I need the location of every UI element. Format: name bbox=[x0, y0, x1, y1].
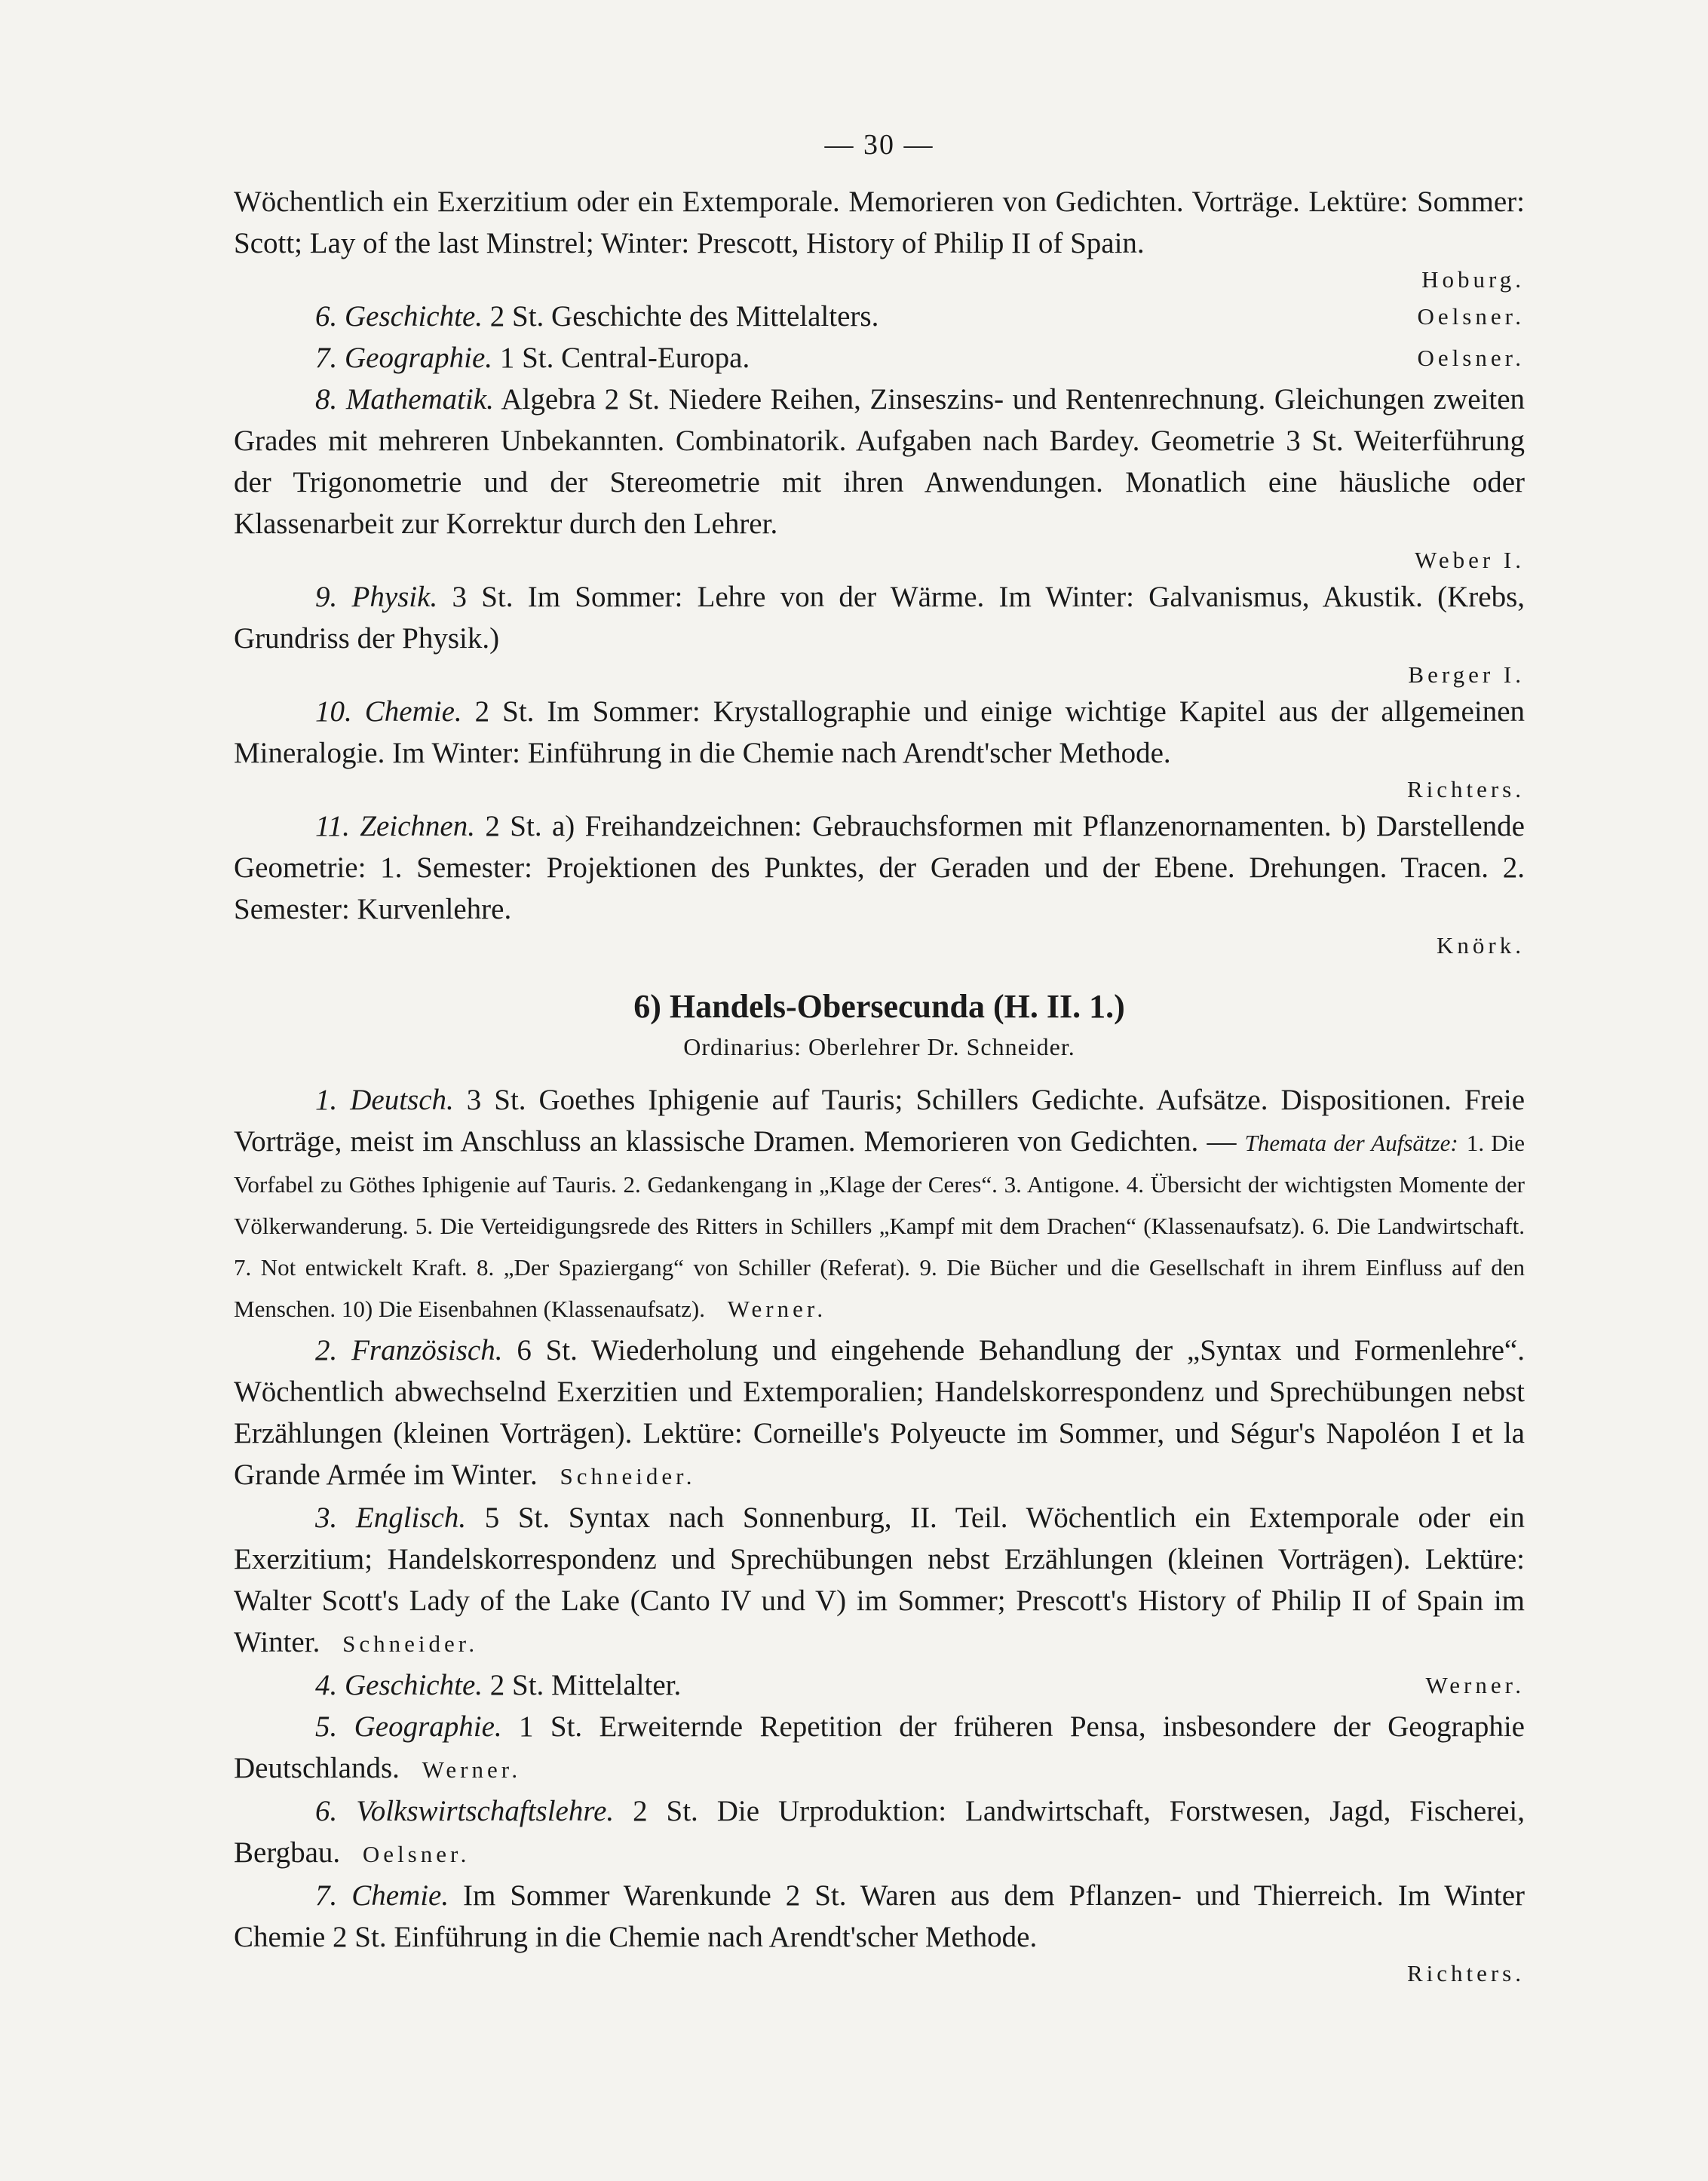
subject-text: 1 St. Central-Europa. bbox=[499, 342, 750, 374]
subject-paragraph bbox=[234, 1330, 1525, 1497]
teacher-signature: Oelsner. bbox=[362, 1841, 471, 1867]
subject-name: Chemie. bbox=[351, 1879, 449, 1912]
subject-text: 6 St. Wiederholung und eingehende Behandlung der „Syntax und Formenlehre“. Wöchentlich abwechselnd Exerzitien und Extemporalien; Handelskorrespondenz und Sprechübungen nebst Erzählungen (kleinen Vorträgen). Lektüre: Corneille's Polyeucte im Sommer, und Ségur's Napoléon I et la Grande Armée im Winter. bbox=[234, 1334, 1525, 1491]
subject-name: Chemie. bbox=[364, 695, 462, 728]
subject-paragraph bbox=[234, 1664, 1525, 1706]
subject-name: Deutsch. bbox=[350, 1084, 454, 1116]
subject-name: Zeichnen. bbox=[360, 810, 475, 842]
subject-name: Geographie. bbox=[345, 342, 493, 374]
subject-name: Geschichte. bbox=[345, 300, 483, 333]
subject-name: Geographie. bbox=[354, 1710, 502, 1743]
subject-text: 3 St. Goethes Iphigenie auf Tauris; Schillers Gedichte. Aufsätze. Dispositionen. Freie Vorträge, meist im Anschluss an klassische Dramen. Memorieren von Gedichten. — bbox=[234, 1084, 1526, 1158]
subject-paragraph bbox=[234, 296, 1525, 337]
subject-paragraph bbox=[234, 1706, 1525, 1790]
subject-number: 2. bbox=[315, 1334, 338, 1367]
teacher-signature: Oelsner. bbox=[1417, 303, 1525, 330]
subject-paragraph-deutsch bbox=[234, 1079, 1525, 1330]
subject-paragraph bbox=[234, 337, 1525, 379]
subject-text: Algebra 2 St. Niedere Reihen, Zinseszins- und Rentenrechnung. Gleichungen zweiten Grades mit mehreren Unbekannten. Combinatorik. Aufgaben nach Bardey. Geometrie 3 St. Weiterführung der Trigonometrie und der Stereometrie mit ihren Anwendungen. Monatlich eine häusliche oder Klassenarbeit zur Korrektur durch den Lehrer. bbox=[234, 383, 1525, 540]
teacher-signature: Hoburg. bbox=[1421, 266, 1525, 293]
subject-paragraph bbox=[234, 576, 1525, 659]
themata-label: Themata der Aufsätze: bbox=[1244, 1130, 1458, 1156]
section-heading: 6) Handels-Obersecunda (H. II. 1.) bbox=[633, 988, 1125, 1025]
subject-number: 11. bbox=[315, 810, 350, 842]
subject-name: Mathematik. bbox=[345, 383, 494, 416]
subject-text: 1 St. Erweiternde Repetition der früheren Pensa, insbesondere der Geographie Deutschlands. bbox=[234, 1710, 1525, 1784]
subject-paragraph bbox=[234, 1875, 1525, 1958]
subject-number: 3. bbox=[315, 1502, 338, 1534]
subject-number: 5. bbox=[315, 1710, 338, 1743]
subject-number: 8. bbox=[315, 383, 338, 416]
teacher-signature: Schneider. bbox=[560, 1463, 696, 1489]
paragraph-text: Wöchentlich ein Exerzitium oder ein Extemporale. Memorieren von Gedichten. Vorträge. Lektüre: Sommer: Scott; Lay of the last Minstrel; Winter: Prescott, History of Philip II of Spain. bbox=[234, 186, 1525, 259]
ordinarius-line: Ordinarius: Oberlehrer Dr. Schneider. bbox=[683, 1033, 1075, 1060]
subject-paragraph bbox=[234, 691, 1525, 774]
teacher-signature: Werner. bbox=[1425, 1672, 1525, 1698]
subject-name: Physik. bbox=[351, 581, 438, 613]
teacher-signature: Schneider. bbox=[342, 1630, 479, 1657]
teacher-signature: Richters. bbox=[1406, 1960, 1525, 1986]
teacher-signature: Knörk. bbox=[1437, 932, 1525, 959]
subject-text: Im Sommer Warenkunde 2 St. Waren aus dem Pflanzen- und Thierreich. Im Winter Chemie 2 St. Einführung in die Chemie nach Arendt'scher Methode. bbox=[234, 1879, 1526, 1953]
subject-text: 2 St. Geschichte des Mittelalters. bbox=[489, 300, 879, 333]
teacher-signature: Werner. bbox=[727, 1296, 827, 1322]
page-number: — 30 — bbox=[824, 129, 934, 161]
subject-number: 9. bbox=[315, 581, 338, 613]
subject-number: 7. bbox=[315, 342, 338, 374]
subject-number: 6. bbox=[315, 300, 338, 333]
teacher-signature: Werner. bbox=[422, 1756, 522, 1783]
subject-number: 1. bbox=[315, 1084, 338, 1116]
teacher-signature: Berger I. bbox=[1408, 661, 1525, 688]
subject-name: Volkswirtschaftslehre. bbox=[356, 1795, 615, 1827]
teacher-signature: Oelsner. bbox=[1417, 345, 1525, 371]
subject-name: Französisch. bbox=[351, 1334, 503, 1367]
subject-number: 10. bbox=[315, 695, 352, 728]
subject-text: 3 St. Im Sommer: Lehre von der Wärme. Im Winter: Galvanismus, Akustik. (Krebs, Grundriss der Physik.) bbox=[234, 581, 1526, 655]
subject-text: 2 St. Im Sommer: Krystallographie und einige wichtige Kapitel aus der allgemeinen Mineralogie. Im Winter: Einführung in die Chemie nach Arendt'scher Methode. bbox=[234, 695, 1526, 769]
subject-number: 7. bbox=[315, 1879, 338, 1912]
page-content bbox=[234, 128, 1525, 1989]
subject-text: 5 St. Syntax nach Sonnenburg, II. Teil. Wöchentlich ein Extemporale oder ein Exerzitium; Handelskorrespondenz und Sprechübungen nebst Erzählungen (kleinen Vorträgen). Lektüre: Walter Scott's Lady of the Lake (Canto IV und V) im Sommer; Prescott's History of Philip II of Spain im Winter. bbox=[234, 1502, 1526, 1658]
themata-list: 1. Die Vorfabel zu Göthes Iphigenie auf Tauris. 2. Gedankengang in „Klage der Ceres“. 3. Antigone. 4. Übersicht der wichtigsten Momente der Völkerwanderung. 5. Die Verteidigungsrede des Ritters in Schillers „Kampf mit dem Drachen“ (Klassenaufsatz). 6. Die Landwirtschaft. 7. Not entwickelt Kraft. 8. „Der Spaziergang“ von Schiller (Referat). 9. Die Bücher und die Gesellschaft in ihrem Einfluss auf den Menschen. 10) Die Eisenbahnen (Klassenaufsatz). bbox=[234, 1130, 1526, 1322]
subject-number: 4. bbox=[315, 1669, 338, 1701]
subject-text: 2 St. Die Urproduktion: Landwirtschaft, Forstwesen, Jagd, Fischerei, Bergbau. bbox=[234, 1795, 1526, 1869]
teacher-signature: Richters. bbox=[1406, 776, 1525, 802]
subject-paragraph bbox=[234, 805, 1525, 930]
subject-name: Geschichte. bbox=[345, 1669, 483, 1701]
subject-paragraph bbox=[234, 379, 1525, 544]
subject-text: 2 St. a) Freihandzeichnen: Gebrauchsformen mit Pflanzenornamenten. b) Darstellende Geometrie: 1. Semester: Projektionen des Punktes, der Geraden und der Ebene. Drehungen. Tracen. 2. Semester: Kurvenlehre. bbox=[234, 810, 1525, 925]
subject-text: 2 St. Mittelalter. bbox=[489, 1669, 682, 1701]
subject-paragraph bbox=[234, 1497, 1525, 1664]
subject-number: 6. bbox=[315, 1795, 338, 1827]
teacher-signature: Weber I. bbox=[1415, 547, 1525, 573]
paragraph-english-continued bbox=[234, 181, 1525, 264]
subject-paragraph bbox=[234, 1790, 1525, 1875]
subject-name: Englisch. bbox=[355, 1502, 467, 1534]
